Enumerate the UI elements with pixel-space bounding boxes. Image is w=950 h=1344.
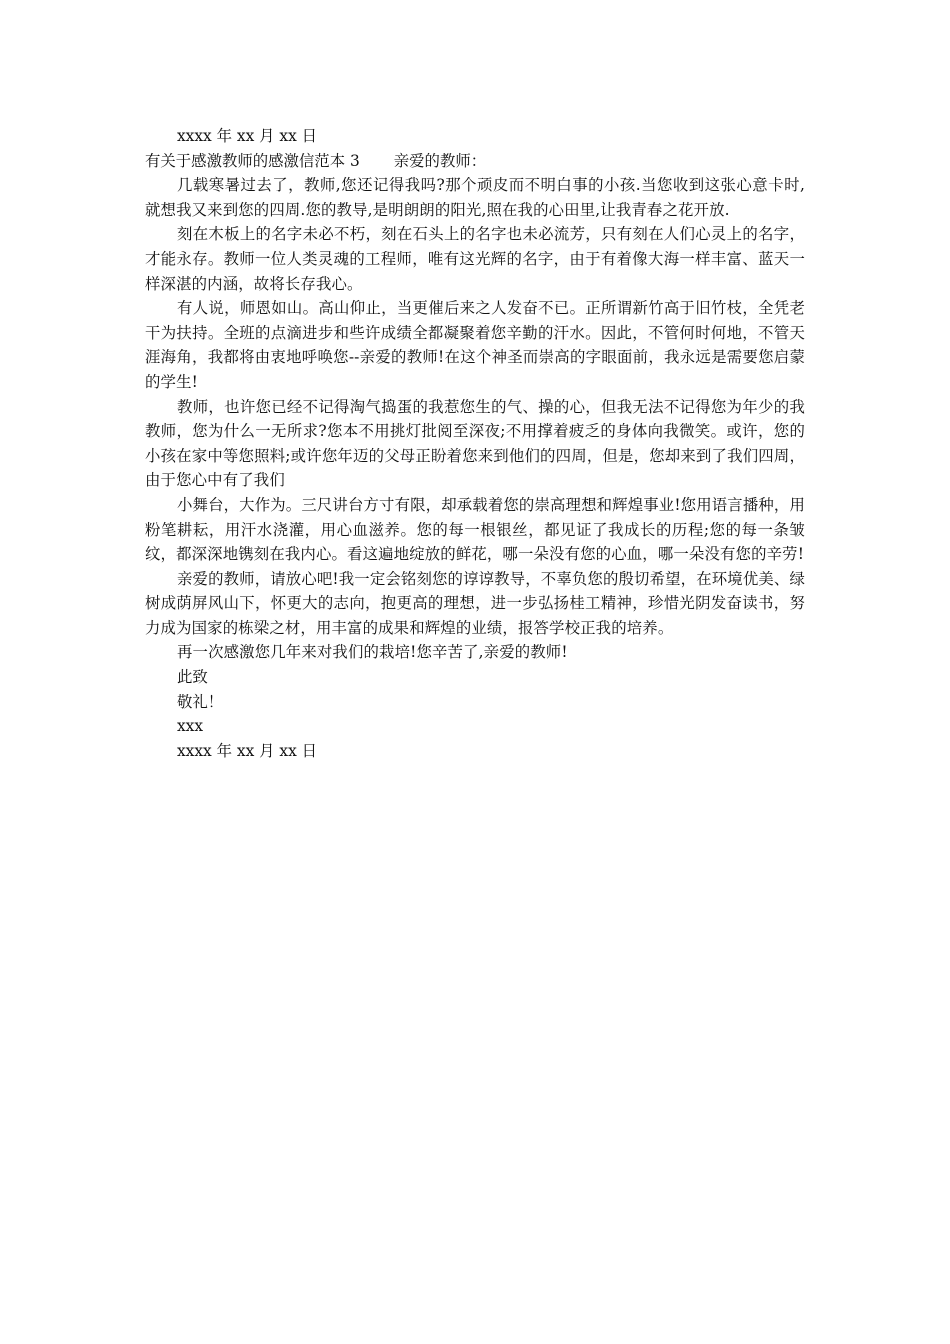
paragraph-2: 刻在木板上的名字未必不朽，刻在石头上的名字也未必流芳，只有刻在人们心灵上的名字，才能永存。教师一位人类灵魂的工程师，唯有这光辉的名字，由于有着像大海一样丰富、蓝天一样深湛的内涵，故将长存我心。 <box>145 225 805 293</box>
paragraph-5: 小舞台，大作为。三尺讲台方寸有限，却承载着您的崇高理想和辉煌事业!您用语言播种，用粉笔耕耘，用汗水浇灌，用心血滋养。您的每一根银丝，都见证了我成长的历程;您的每一条皱纹，都深深地镌刻在我内心。看这遍地绽放的鲜花，哪一朵没有您的心血，哪一朵没有您的辛劳! <box>145 495 805 564</box>
closing-regards-2: 敬礼！ <box>177 692 224 711</box>
paragraph-1: 几载寒暑过去了，教师,您还记得我吗?那个顽皮而不明白事的小孩.当您收到这张心意卡时,就想我又来到您的四周.您的教导,是明朗朗的阳光,照在我的心田里,让我青春之花开放. <box>145 176 805 219</box>
paragraph-4: 教师，也许您已经不记得淘气捣蛋的我惹您生的气、操的心，但我无法不记得您为年少的我教师，您为什么一无所求?您本不用挑灯批阅至深夜;不用撑着疲乏的身体向我微笑。或许，您的小孩在家中等您照料;或许您年迈的父母正盼着您来到他们的四周，但是，您却来到了我们四周，由于您心中有了我们 <box>145 397 805 490</box>
closing-date: xxxx 年 xx 月 xx 日 <box>177 741 318 760</box>
top-date: xxxx 年 xx 月 xx 日 <box>177 127 318 145</box>
closing-regards-1: 此致 <box>177 668 208 687</box>
letter-page <box>145 124 805 763</box>
paragraph-6: 亲爱的教师，请放心吧!我一定会铭刻您的谆谆教导，不辜负您的殷切希望，在环境优美、绿树成荫屏风山下，怀更大的志向，抱更高的理想，进一步弘扬桂工精神，珍惜光阴发奋读书，努力成为国家的栋梁之材，用丰富的成果和辉煌的业绩，报答学校正我的培养。 <box>145 569 805 637</box>
paragraph-3: 有人说，师恩如山。高山仰止，当更催后来之人发奋不已。正所谓新竹高于旧竹枝，全凭老干为扶持。全班的点滴进步和些许成绩全都凝聚着您辛勤的汗水。因此，不管何时何地，不管天涯海角，我都将由衷地呼唤您--亲爱的教师!在这个神圣而崇高的字眼面前，我永远是需要您启蒙的学生! <box>145 299 805 391</box>
paragraph-7: 再一次感激您几年来对我们的栽培!您辛苦了,亲爱的教师! <box>177 643 568 662</box>
salutation: 亲爱的教师： <box>393 151 487 170</box>
title-row <box>145 149 805 174</box>
signature: xxx <box>177 717 204 736</box>
letter-title: 有关于感激教师的感激信范本 3 <box>145 151 360 170</box>
